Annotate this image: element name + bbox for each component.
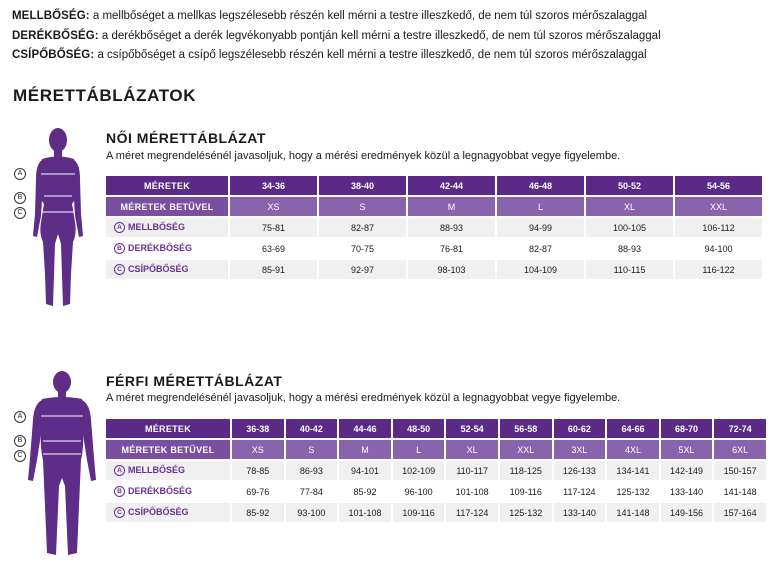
table-cell: 157-164 xyxy=(714,503,766,522)
letter-size: XS xyxy=(230,197,317,216)
table-cell: 101-108 xyxy=(446,482,498,501)
letter-size: M xyxy=(408,197,495,216)
size-col: 52-54 xyxy=(446,419,498,438)
size-col: 34-36 xyxy=(230,176,317,195)
table-cell: 94-99 xyxy=(497,218,584,237)
table-cell: 125-132 xyxy=(607,482,659,501)
letter-size: XS xyxy=(232,440,284,459)
men-row-chest xyxy=(106,461,766,480)
table-cell: 93-100 xyxy=(286,503,338,522)
men-size-table xyxy=(104,417,768,524)
women-row-hip xyxy=(106,260,762,279)
men-table-subtitle: A méret megrendelésénél javasoljuk, hogy a mérési eredmények közül a legnagyobbat vegye figyelembe. xyxy=(106,392,621,404)
table-cell: 85-92 xyxy=(232,503,284,522)
table-cell: 98-103 xyxy=(408,260,495,279)
size-col: 38-40 xyxy=(319,176,406,195)
row-label: A MELLBŐSÉG xyxy=(106,218,228,237)
table-cell: 86-93 xyxy=(286,461,338,480)
women-letter-row xyxy=(106,197,762,216)
table-cell: 133-140 xyxy=(554,503,606,522)
letter-label: MÉRETEK BETŰVEL xyxy=(106,197,228,216)
row-label: B DERÉKBŐSÉG xyxy=(106,239,228,258)
table-cell: 110-117 xyxy=(446,461,498,480)
size-col: 44-46 xyxy=(339,419,391,438)
size-col: 50-52 xyxy=(586,176,673,195)
table-cell: 116-122 xyxy=(675,260,762,279)
table-cell: 101-108 xyxy=(339,503,391,522)
table-cell: 118-125 xyxy=(500,461,552,480)
table-cell: 75-81 xyxy=(230,218,317,237)
male-figure-icon xyxy=(26,368,98,560)
table-cell: 149-156 xyxy=(661,503,713,522)
table-cell: 142-149 xyxy=(661,461,713,480)
table-cell: 126-133 xyxy=(554,461,606,480)
letter-size: 5XL xyxy=(661,440,713,459)
table-cell: 109-116 xyxy=(500,482,552,501)
men-row-waist xyxy=(106,482,766,501)
size-col: 54-56 xyxy=(675,176,762,195)
table-cell: 82-87 xyxy=(319,218,406,237)
table-cell: 76-81 xyxy=(408,239,495,258)
header-label: MÉRETEK xyxy=(106,176,228,195)
row-label: C CSÍPŐBŐSÉG xyxy=(106,260,228,279)
size-col: 60-62 xyxy=(554,419,606,438)
men-row-hip xyxy=(106,503,766,522)
size-col: 68-70 xyxy=(661,419,713,438)
women-size-table xyxy=(104,174,764,281)
size-col: 40-42 xyxy=(286,419,338,438)
female-marker-b: B xyxy=(14,192,26,204)
women-table-title: NŐI MÉRETTÁBLÁZAT xyxy=(106,130,266,146)
table-cell: 92-97 xyxy=(319,260,406,279)
table-cell: 134-141 xyxy=(607,461,659,480)
marker-a-icon: A xyxy=(114,222,125,233)
letter-label: MÉRETEK BETŰVEL xyxy=(106,440,230,459)
table-cell: 88-93 xyxy=(586,239,673,258)
men-table-title: FÉRFI MÉRETTÁBLÁZAT xyxy=(106,373,283,389)
table-cell: 77-84 xyxy=(286,482,338,501)
size-col: 36-38 xyxy=(232,419,284,438)
table-cell: 141-148 xyxy=(714,482,766,501)
letter-size: XXL xyxy=(675,197,762,216)
size-col: 56-58 xyxy=(500,419,552,438)
marker-c-icon: C xyxy=(114,507,125,518)
table-cell: 82-87 xyxy=(497,239,584,258)
table-cell: 141-148 xyxy=(607,503,659,522)
size-col: 72-74 xyxy=(714,419,766,438)
definition-waist: DERÉKBŐSÉG: a derékbőséget a derék legvékonyabb pontján kell mérni a testre illeszkedő, de nem túl szoros mérőszalaggal xyxy=(12,29,661,42)
letter-size: XXL xyxy=(500,440,552,459)
male-marker-a: A xyxy=(14,411,26,423)
table-cell: 85-91 xyxy=(230,260,317,279)
women-row-waist xyxy=(106,239,762,258)
table-cell: 125-132 xyxy=(500,503,552,522)
definition-hip: CSÍPŐBŐSÉG: a csípőbőséget a csípő legszélesebb részén kell mérni a testre illeszkedő, de nem túl szoros mérőszalaggal xyxy=(12,49,647,61)
letter-size: M xyxy=(339,440,391,459)
marker-b-icon: B xyxy=(114,486,125,497)
table-cell: 100-105 xyxy=(586,218,673,237)
female-marker-c: C xyxy=(14,207,26,219)
row-label: A MELLBŐSÉG xyxy=(106,461,230,480)
page-title: MÉRETTÁBLÁZATOK xyxy=(13,86,197,105)
table-cell: 133-140 xyxy=(661,482,713,501)
definition-chest: MELLBŐSÉG: a mellbőséget a mellkas legszélesebb részén kell mérni a testre illeszkedő, de nem túl szoros mérőszalaggal xyxy=(12,10,648,22)
table-cell: 104-109 xyxy=(497,260,584,279)
letter-size: S xyxy=(319,197,406,216)
row-label: B DERÉKBŐSÉG xyxy=(106,482,230,501)
marker-b-icon: B xyxy=(114,243,125,254)
table-cell: 96-100 xyxy=(393,482,445,501)
letter-size: L xyxy=(497,197,584,216)
female-figure-icon xyxy=(28,124,88,312)
table-cell: 94-100 xyxy=(675,239,762,258)
table-cell: 150-157 xyxy=(714,461,766,480)
table-cell: 94-101 xyxy=(339,461,391,480)
table-cell: 85-92 xyxy=(339,482,391,501)
letter-size: 3XL xyxy=(554,440,606,459)
women-size-header-row xyxy=(106,176,762,195)
size-col: 42-44 xyxy=(408,176,495,195)
male-marker-b: B xyxy=(14,435,26,447)
size-col: 48-50 xyxy=(393,419,445,438)
table-cell: 70-75 xyxy=(319,239,406,258)
table-cell: 117-124 xyxy=(446,503,498,522)
letter-size: L xyxy=(393,440,445,459)
size-col: 46-48 xyxy=(497,176,584,195)
table-cell: 88-93 xyxy=(408,218,495,237)
marker-a-icon: A xyxy=(114,465,125,476)
table-cell: 110-115 xyxy=(586,260,673,279)
female-marker-a: A xyxy=(14,168,26,180)
measurement-definitions xyxy=(12,7,661,66)
letter-size: 6XL xyxy=(714,440,766,459)
row-label: C CSÍPŐBŐSÉG xyxy=(106,503,230,522)
men-letter-row xyxy=(106,440,766,459)
table-cell: 69-76 xyxy=(232,482,284,501)
table-cell: 106-112 xyxy=(675,218,762,237)
women-row-chest xyxy=(106,218,762,237)
letter-size: XL xyxy=(586,197,673,216)
table-cell: 109-116 xyxy=(393,503,445,522)
letter-size: S xyxy=(286,440,338,459)
table-cell: 78-85 xyxy=(232,461,284,480)
women-table-subtitle: A méret megrendelésénél javasoljuk, hogy a mérési eredmények közül a legnagyobbat vegye figyelembe. xyxy=(106,150,621,162)
men-size-header-row xyxy=(106,419,766,438)
marker-c-icon: C xyxy=(114,264,125,275)
letter-size: XL xyxy=(446,440,498,459)
letter-size: 4XL xyxy=(607,440,659,459)
table-cell: 117-124 xyxy=(554,482,606,501)
size-col: 64-66 xyxy=(607,419,659,438)
table-cell: 63-69 xyxy=(230,239,317,258)
male-marker-c: C xyxy=(14,450,26,462)
table-cell: 102-109 xyxy=(393,461,445,480)
header-label: MÉRETEK xyxy=(106,419,230,438)
